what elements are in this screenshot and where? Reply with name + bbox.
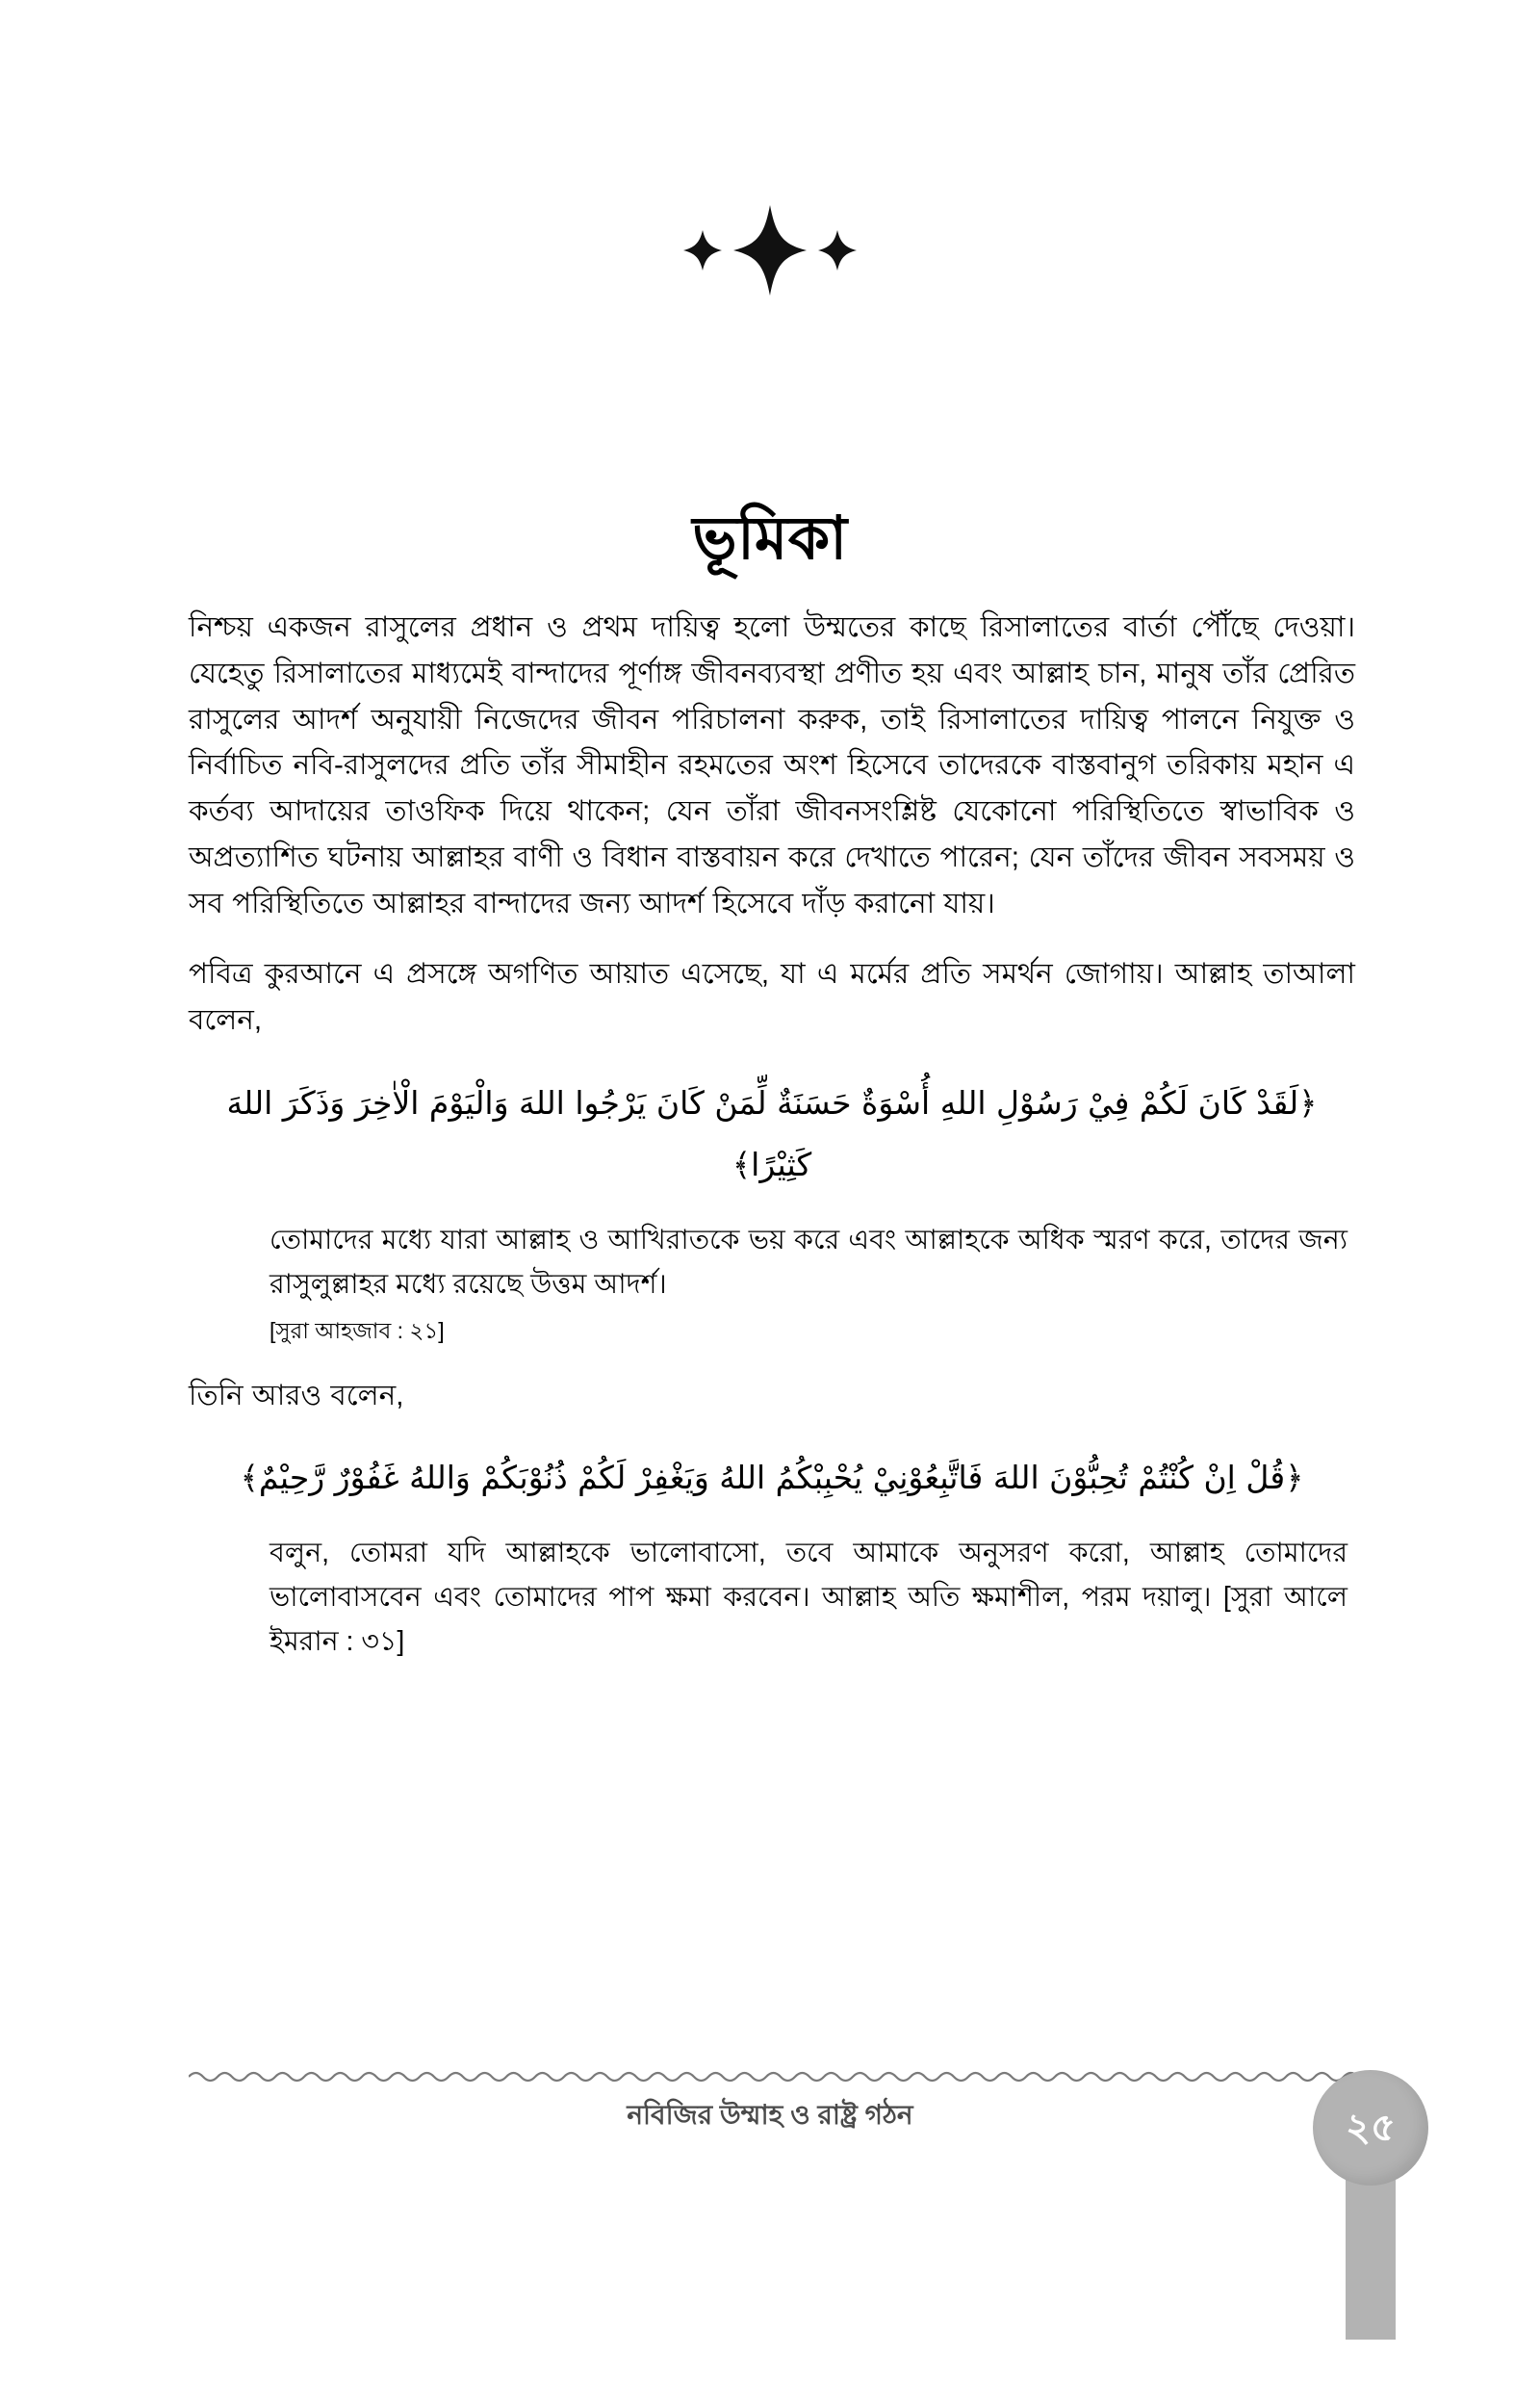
article-body (189, 605, 1355, 1671)
star-ornament-icon (0, 197, 1540, 323)
page-title: ভূমিকা (692, 505, 848, 572)
quran-verse-source-1: [সুরা আহজাব : ২১] (270, 1318, 445, 1344)
footer-divider (189, 2068, 1382, 2085)
quran-verse-translation-1: তোমাদের মধ্যে যারা আল্লাহ ও আখিরাতকে ভয় করে এবং আল্লাহকে অধিক স্মরণ করে, তাদের জন্য রাসুলুল্লাহর মধ্যে রয়েছে উত্তম আদর্শ। (270, 1224, 1348, 1300)
quran-verse-arabic-2: ﴿قُلْ اِنْ كُنْتُمْ تُحِبُّوْنَ اللهَ فَاتَّبِعُوْنِيْ يُحْبِبْكُمُ اللهُ وَيَغْفِرْ لَكُمْ ذُنُوْبَكُمْ وَاللهُ غَفُوْرٌ رَّحِيْمٌ﴾ (240, 1459, 1304, 1497)
quran-verse-arabic-1: ﴿لَقَدْ كَانَ لَكُمْ فِيْ رَسُوْلِ اللهِ أُسْوَةٌ حَسَنَةٌ لِّمَنْ كَانَ يَرْجُوا اللهَ وَالْيَوْمَ الْاٰخِرَ وَذَكَرَ اللهَ كَثِيْرًا﴾ (226, 1084, 1318, 1184)
quran-verse-translation-2: বলুন, তোমরা যদি আল্লাহকে ভালোবাসো, তবে আমাকে অনুসরণ করো, আল্লাহ তোমাদের ভালোবাসবেন এবং তোমাদের পাপ ক্ষমা করবেন। আল্লাহ অতি ক্ষমাশীল, পরম দয়ালু। [সুরা আলে ইমরান : ৩১] (270, 1537, 1348, 1657)
paragraph-1: নিশ্চয় একজন রাসুলের প্রধান ও প্রথম দায়িত্ব হলো উম্মতের কাছে রিসালাতের বার্তা পৌঁছে দেওয়া। যেহেতু রিসালাতের মাধ্যমেই বান্দাদের পূর্ণাঙ্গ জীবনব্যবস্থা প্রণীত হয় এবং আল্লাহ চান, মানুষ তাঁর প্রেরিত রাসুলের আদর্শ অনুযায়ী নিজেদের জীবন পরিচালনা করুক, তাই রিসালাতের দায়িত্ব পালনে নিযুক্ত ও নির্বাচিত নবি-রাসুলদের প্রতি তাঁর সীমাহীন রহমতের অংশ হিসেবে তাদেরকে বাস্তবানুগ তরিকায় মহান এ কর্তব্য আদায়ের তাওফিক দিয়ে থাকেন; যেন তাঁরা জীবনসংশ্লিষ্ট যেকোনো পরিস্থিতিতে স্বাভাবিক ও অপ্রত্যাশিত ঘটনায় আল্লাহর বাণী ও বিধান বাস্তবায়ন করে দেখাতে পারেন; যেন তাঁদের জীবন সবসময় ও সব পরিস্থিতিতে আল্লাহর বান্দাদের জন্য আদর্শ হিসেবে দাঁড় করানো যায়। (189, 611, 1355, 919)
paragraph-2: পবিত্র কুরআনে এ প্রসঙ্গে অগণিত আয়াত এসেছে, যা এ মর্মের প্রতি সমর্থন জোগায়। আল্লাহ তাআলা বলেন, (189, 958, 1355, 1037)
footer-book-title: নবিজির উম্মাহ ও রাষ্ট্র গঠন (627, 2100, 913, 2130)
lead-in-text: তিনি আরও বলেন, (189, 1379, 404, 1411)
page-number: ২৫ (1346, 2107, 1396, 2149)
